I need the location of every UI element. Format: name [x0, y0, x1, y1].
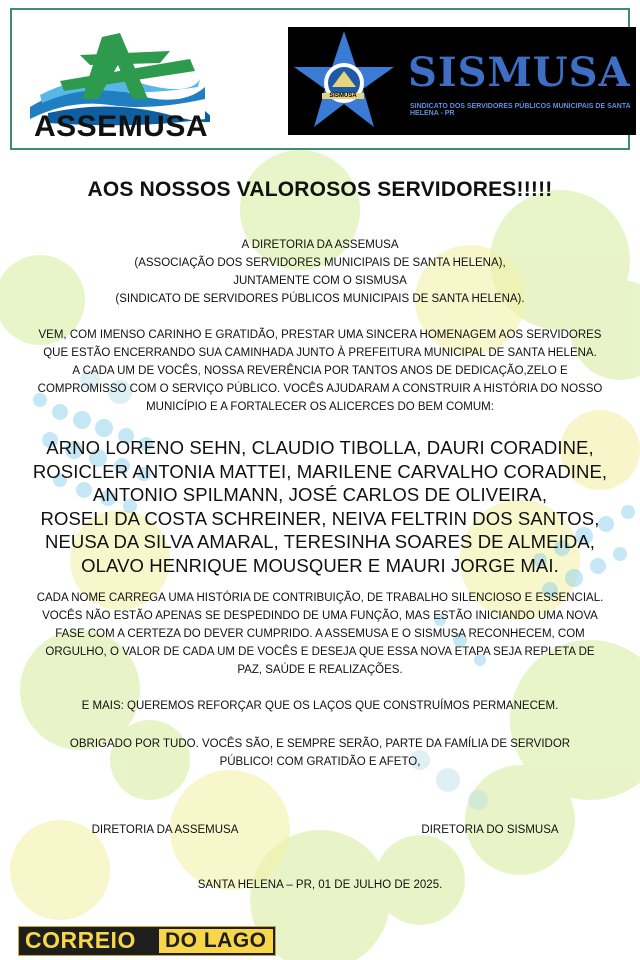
paragraph-line: QUE ESTÃO ENCERRANDO SUA CAMINHADA JUNTO À PREFEITURA MUNICIPAL DE SANTA HELENA.	[43, 347, 597, 359]
paragraph-line: VEM, COM IMENSO CARINHO E GRATIDÃO, PRESTAR UMA SINCERA HOMENAGEM AOS SERVIDORES	[38, 329, 602, 341]
intro-line: (SINDICATO DE SERVIDORES PÚBLICOS MUNICIPAIS DE SANTA HELENA).	[115, 293, 525, 305]
assemusa-wordmark: ASSEMUSA	[34, 110, 209, 143]
intro-section	[10, 236, 630, 308]
contribution-paragraph	[10, 589, 630, 679]
thanks-paragraph	[10, 735, 630, 771]
intro-line: JUNTAMENTE COM O SISMUSA	[233, 275, 407, 287]
bonds-paragraph: E MAIS: QUEREMOS REFORÇAR QUE OS LAÇOS QUE CONSTRUÍMOS PERMANECEM.	[81, 700, 559, 712]
homage-paragraph	[10, 326, 630, 416]
footer-word-correio: CORREIO	[25, 927, 136, 953]
paragraph-line: COMPROMISSO COM O SERVIÇO PÚBLICO. VOCÊS AJUDARAM A CONSTRUIR A HISTÓRIA DO NOSSO	[37, 383, 603, 395]
names-line: OLAVO HENRIQUE MOUSQUER E MAURI JORGE MAI.	[81, 554, 559, 576]
names-line: NEUSA DA SILVA AMARAL, TERESINHA SOARES DE ALMEIDA,	[44, 531, 596, 552]
paragraph-line: A CADA UM DE VOCÊS, NOSSA REVERÊNCIA POR TANTOS ANOS DE DEDICAÇÃO,ZELO E	[72, 365, 568, 377]
sismusa-subtitle: SINDICATO DOS SERVIDORES PÚBLICOS MUNICIPAIS DE SANTA HELENA - PR	[410, 103, 631, 117]
paragraph-line: OBRIGADO POR TUDO. VOCÊS SÃO, E SEMPRE SERÃO, PARTE DA FAMÍLIA DE SERVIDOR	[69, 738, 571, 750]
sismusa-seal-label: SISMUSA	[322, 93, 364, 99]
page-title: AOS NOSSOS VALOROSOS SERVIDORES!!!!!	[87, 178, 553, 201]
names-line: ROSELI DA COSTA SCHREINER, NEIVA FELTRIN DOS SANTOS,	[40, 507, 600, 529]
honoree-names	[10, 436, 630, 577]
signature-assemusa: DIRETORIA DA ASSEMUSA	[91, 824, 239, 836]
intro-line: (ASSOCIAÇÃO DOS SERVIDORES MUNICIPAIS DE SANTA HELENA),	[134, 257, 506, 269]
paragraph-line: CADA NOME CARREGA UMA HISTÓRIA DE CONTRIBUIÇÃO, DE TRABALHO SILENCIOSO E ESSENCIAL.	[36, 592, 604, 604]
names-line: ANTONIO SPILMANN, JOSÉ CARLOS DE OLIVEIRA,	[92, 484, 548, 505]
correio-do-lago-logo	[18, 926, 276, 956]
signature-sismusa: DIRETORIA DO SISMUSA	[421, 824, 559, 836]
names-line: ROSICLER ANTONIA MATTEI, MARILENE CARVALHO CORADINE,	[32, 460, 608, 482]
header-logo-panel	[10, 8, 630, 150]
paragraph-line: VOCÊS NÃO ESTÃO APENAS SE DESPEDINDO DE UMA FUNÇÃO, MAS ESTÃO INICIANDO UMA NOVA	[42, 610, 598, 622]
star-icon	[290, 27, 398, 135]
intro-line: A DIRETORIA DA ASSEMUSA	[241, 239, 399, 251]
paragraph-line: PÚBLICO! COM GRATIDÃO E AFETO,	[219, 756, 421, 768]
paragraph-line: PAZ, SAÚDE E REALIZAÇÕES.	[237, 664, 403, 676]
names-line: ARNO LORENO SEHN, CLAUDIO TIBOLLA, DAURI CORADINE,	[46, 437, 594, 458]
paragraph-line: FASE COM A CERTEZA DO DEVER CUMPRIDO. A ASSEMUSA E O SISMUSA RECONHECEM, COM	[55, 628, 585, 640]
sismusa-logo	[288, 27, 636, 135]
sismusa-wordmark: SISMUSA	[408, 49, 631, 96]
paragraph-line: ORGULHO, O VALOR DE CADA UM DE VOCÊS E DESEJA QUE ESSA NOVA ETAPA SEJA REPLETA DE	[45, 646, 595, 658]
date-line: SANTA HELENA – PR, 01 DE JULHO DE 2025.	[197, 879, 443, 891]
paragraph-line: MUNICÍPIO E A FORTALECER OS ALICERCES DO BEM COMUM:	[146, 401, 494, 413]
footer-word-do-lago: DO LAGO	[159, 929, 273, 953]
